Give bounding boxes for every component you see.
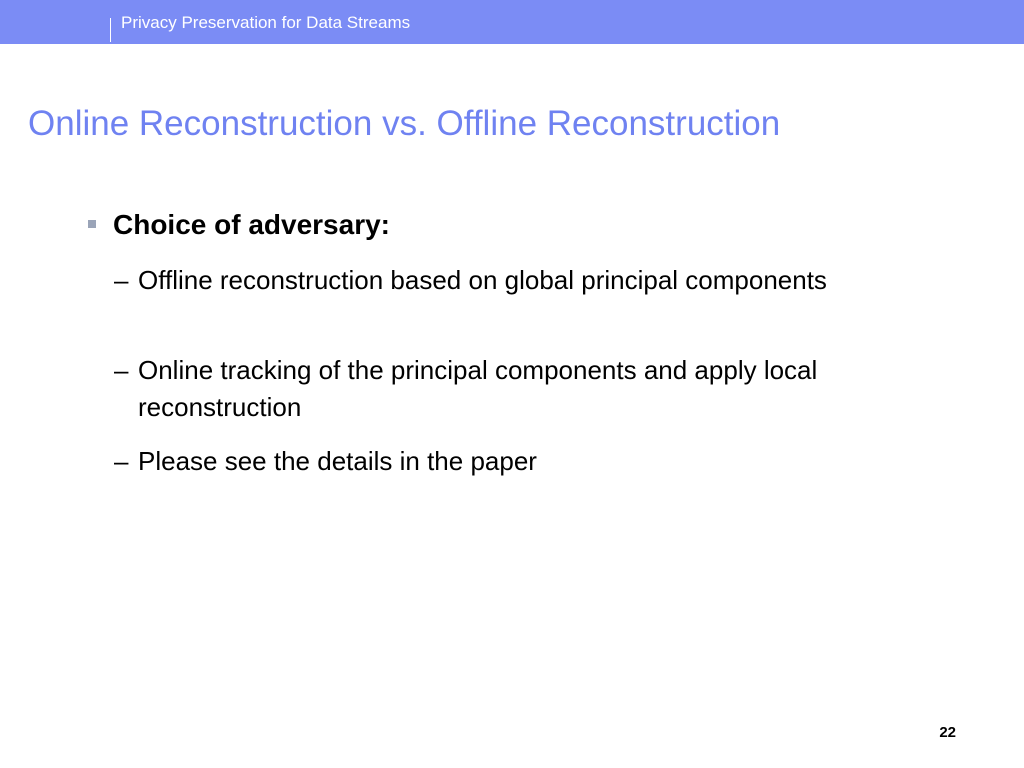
- dash-icon: –: [114, 355, 129, 385]
- sub-item: [114, 443, 914, 480]
- sub-item: [114, 262, 914, 299]
- header-divider: [110, 18, 111, 42]
- bullet-text: Choice of adversary:: [113, 209, 390, 240]
- slide-title: Online Reconstruction vs. Offline Reconstruction: [28, 104, 781, 143]
- sub-item-text: Offline reconstruction based on global principal components: [138, 265, 827, 295]
- sub-item-text: Please see the details in the paper: [138, 446, 537, 476]
- header-bar: [0, 0, 1024, 44]
- dash-icon: –: [114, 446, 129, 476]
- sub-item: [114, 352, 914, 426]
- header-title: Privacy Preservation for Data Streams: [121, 13, 411, 32]
- bullet-item: [88, 209, 390, 241]
- square-bullet-icon: [88, 220, 96, 228]
- sub-item-text: Online tracking of the principal components and apply local reconstruction: [138, 355, 818, 422]
- dash-icon: –: [114, 265, 129, 295]
- page-number: 22: [939, 724, 956, 741]
